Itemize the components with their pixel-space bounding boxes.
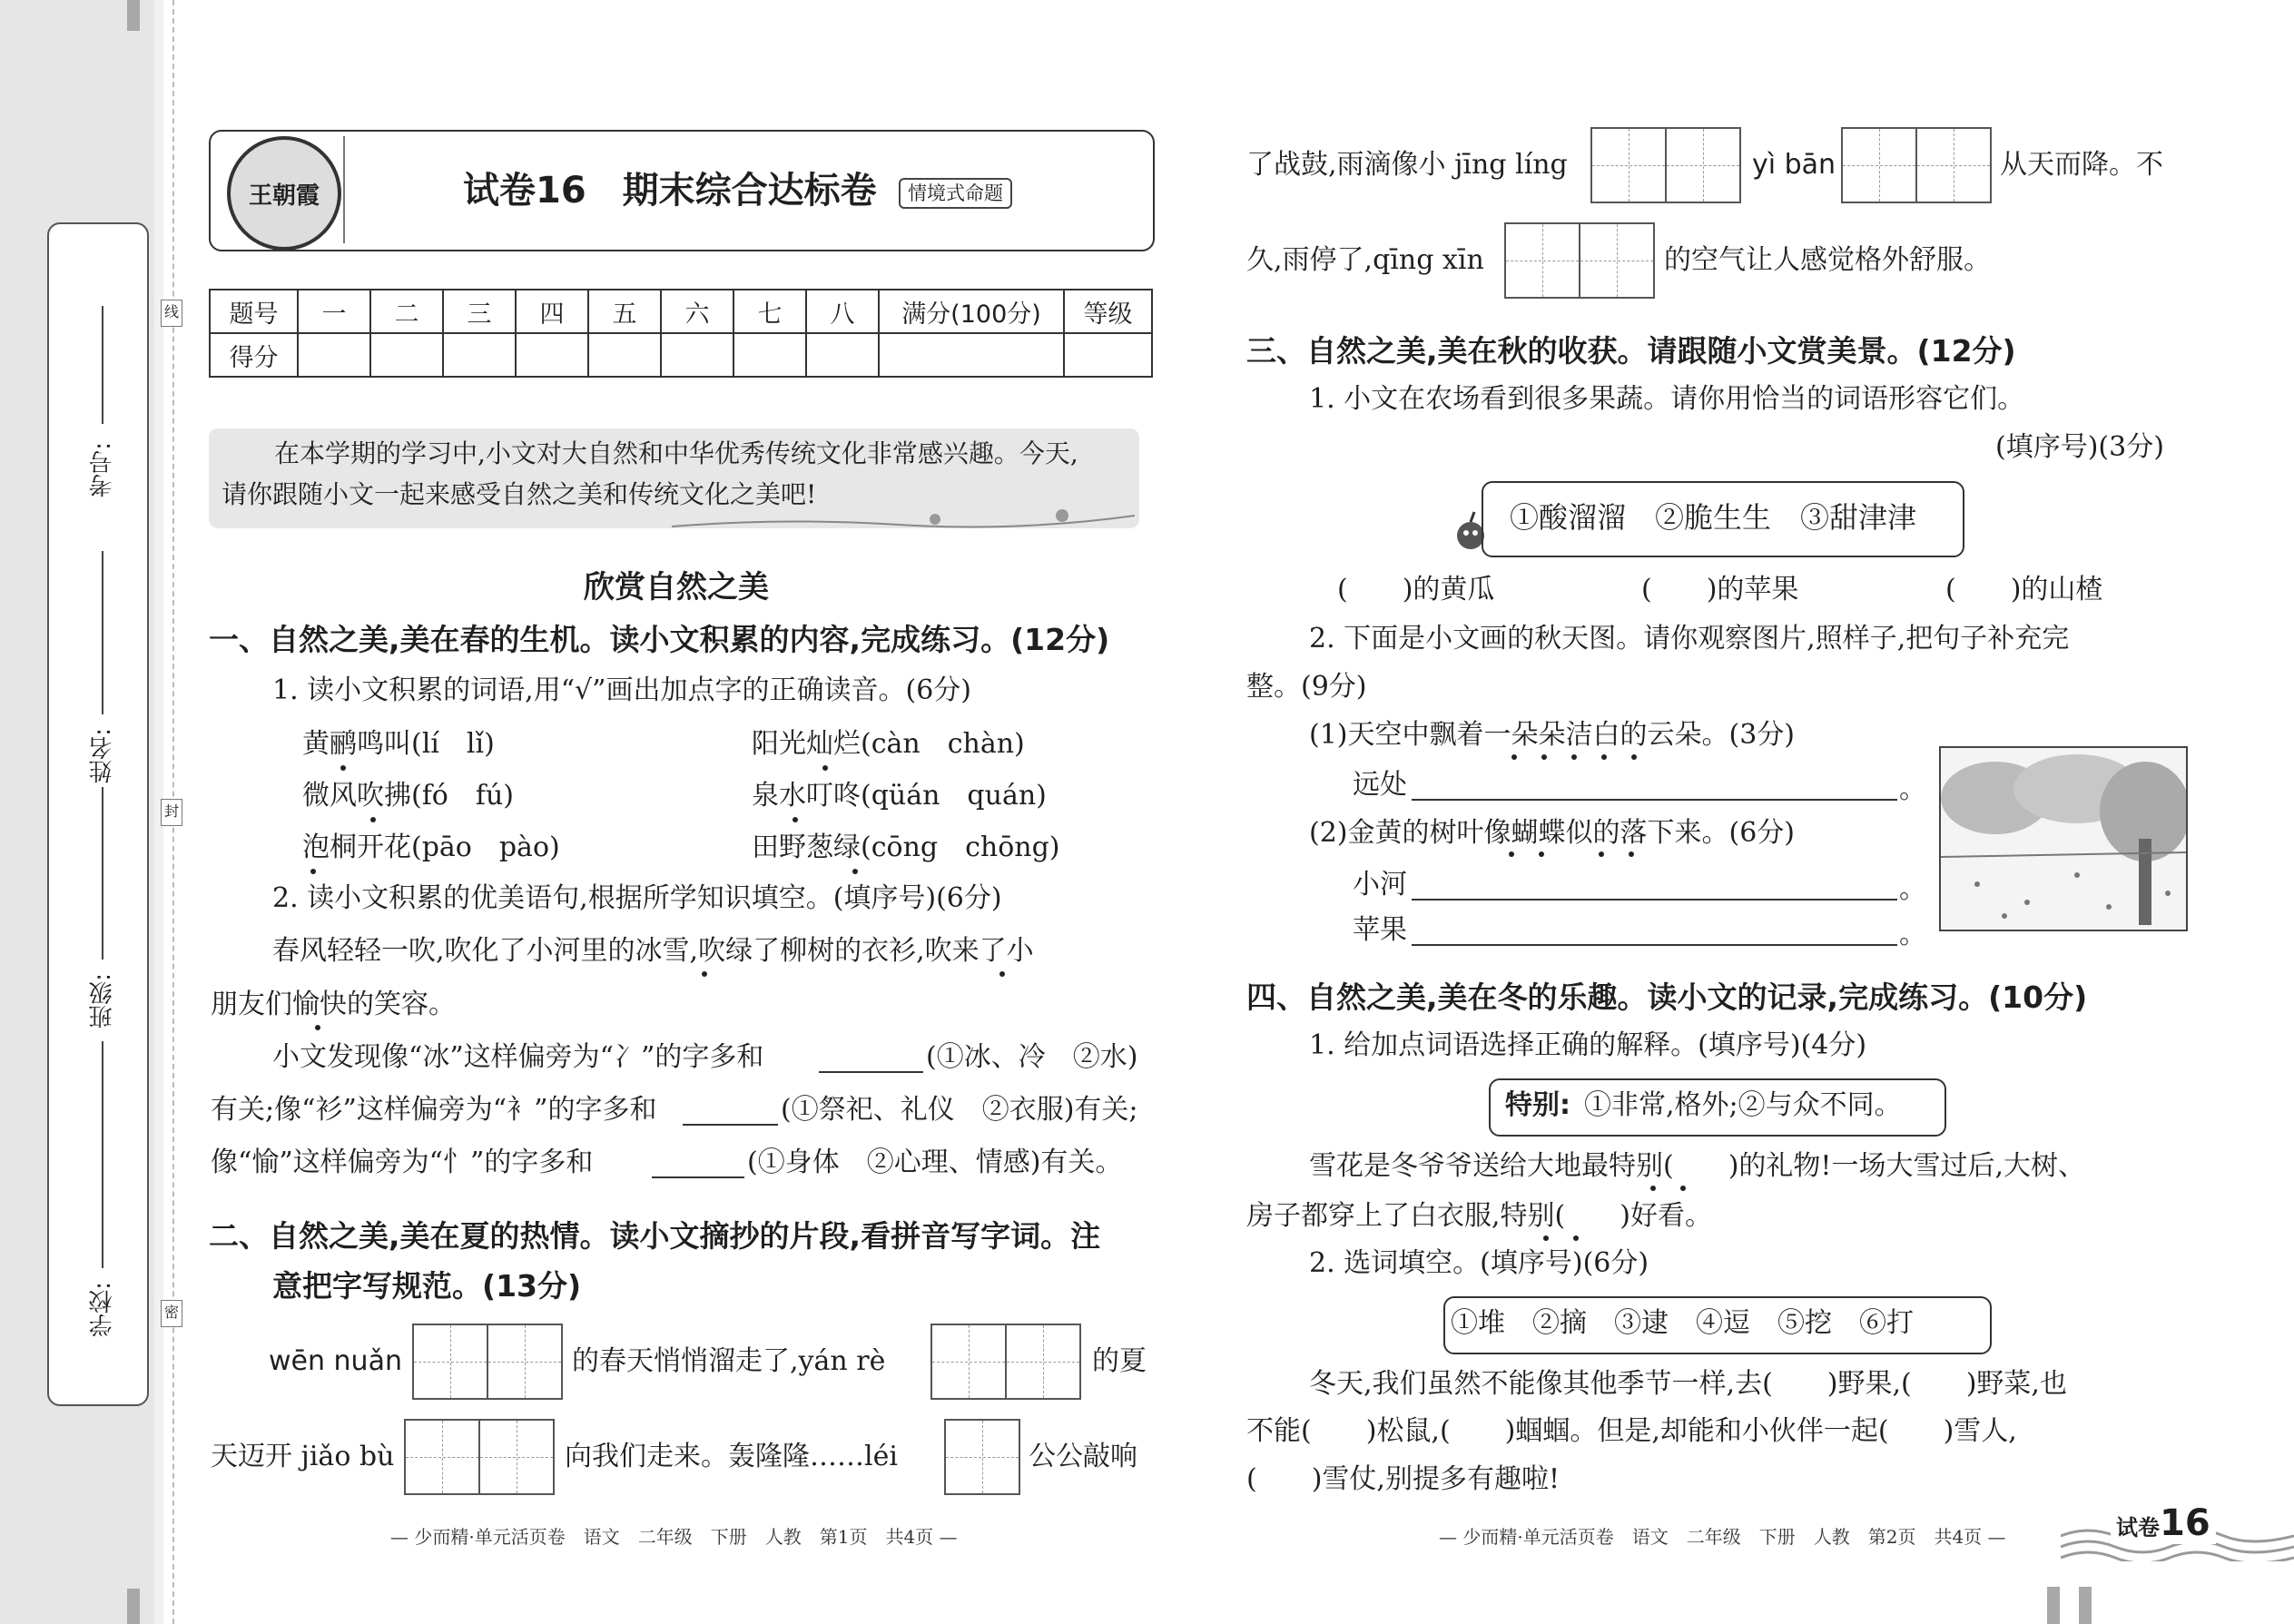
emphasis-dot bbox=[1601, 754, 1607, 760]
binding-tab-top bbox=[127, 0, 140, 31]
emphasis-dot bbox=[315, 1025, 320, 1030]
score-input-4[interactable] bbox=[516, 333, 588, 377]
q2-right-text-1: 了战鼓,雨滴像小 jīng líng bbox=[1246, 149, 1568, 181]
q3-example-2: (2)金黄的树叶像蝴蝶似的落下来。(6分) bbox=[1309, 817, 1795, 849]
emphasis-dot bbox=[702, 971, 707, 977]
exam-title: 试卷16 期末综合达标卷 bbox=[463, 170, 877, 212]
q2-text-2: 的夏 bbox=[1092, 1345, 1147, 1377]
q3-answer-line-3[interactable] bbox=[1412, 944, 1897, 946]
emphasis-dot bbox=[1509, 851, 1514, 857]
emphasis-dot bbox=[340, 765, 346, 771]
q1-para2-a: 小文发现像“冰”这样偏旁为“冫”的字多和 bbox=[272, 1041, 764, 1073]
score-input-2[interactable] bbox=[370, 333, 443, 377]
emphasis-dot bbox=[852, 869, 858, 874]
cell-q5: 五 bbox=[588, 290, 661, 333]
emphasis-dot bbox=[1573, 1235, 1579, 1241]
q1-para1-a: 春风轻轻一吹,吹化了小河里的冰雪,吹绿了柳树的衣衫,吹来了小 bbox=[272, 935, 1034, 967]
score-table-score-row bbox=[210, 333, 1152, 377]
q2-text-1: 的春天悄悄溜走了,yán rè bbox=[572, 1345, 886, 1377]
q1-word-1[interactable]: 黄鹂鸣叫(lí lǐ) bbox=[302, 728, 495, 760]
q3-prompt-apple: 苹果 bbox=[1353, 914, 1407, 946]
q2-write-grid-3[interactable] bbox=[404, 1419, 555, 1495]
footer-right: — 少而精·单元活页卷 语文 二年级 下册 人教 第2页 共4页 — bbox=[1439, 1526, 2006, 1548]
q1-para2-b: 有关;像“衫”这样偏旁为“衤”的字多和 bbox=[211, 1094, 657, 1126]
q4-sub2: 2. 选词填空。(填序号)(6分) bbox=[1309, 1247, 1649, 1279]
emphasis-dot bbox=[1599, 851, 1604, 857]
emphasis-dot bbox=[1680, 1186, 1686, 1191]
page-tag-label: 试卷 bbox=[2116, 1515, 2160, 1540]
cell-q2: 二 bbox=[370, 290, 443, 333]
q1-para1-b: 朋友们愉快的笑容。 bbox=[211, 989, 456, 1020]
q2-write-grid-4[interactable] bbox=[944, 1419, 1020, 1495]
emphasis-dot bbox=[1541, 754, 1547, 760]
score-input-7[interactable] bbox=[733, 333, 806, 377]
class-label: 班级: bbox=[89, 973, 116, 1029]
cell-full-score: 满分(100分) bbox=[879, 290, 1064, 333]
exam-number-label: 考号: bbox=[89, 442, 116, 497]
fold-mark-line: 线 bbox=[161, 300, 182, 327]
q4-heading: 四、自然之美,美在冬的乐趣。读小文的记录,完成练习。(10分) bbox=[1246, 979, 2088, 1015]
cell-q1: 一 bbox=[298, 290, 370, 333]
q3-fill-3[interactable]: ( )的山楂 bbox=[1945, 574, 2103, 605]
q1-blank-1[interactable] bbox=[819, 1071, 923, 1073]
q3-answer-line-2[interactable] bbox=[1412, 899, 1897, 901]
q3-example-1: (1)天空中飘着一朵朵洁白的云朵。(3分) bbox=[1309, 719, 1795, 751]
q3-period-3: 。 bbox=[1899, 919, 1926, 950]
q2-write-grid-5[interactable] bbox=[1590, 127, 1741, 203]
logo-text: 王朝霞 bbox=[248, 182, 320, 210]
class-field[interactable] bbox=[102, 787, 103, 960]
score-table bbox=[209, 289, 1153, 378]
cell-q8: 八 bbox=[806, 290, 879, 333]
q2-text-3: 天迈开 jiǎo bù bbox=[211, 1441, 395, 1472]
binding-tab-bottom-right-2 bbox=[2079, 1587, 2092, 1624]
emphasis-dot bbox=[1650, 1186, 1656, 1191]
q3-period-1: 。 bbox=[1899, 773, 1926, 805]
q2-text-4: 向我们走来。轰隆隆……léi bbox=[565, 1441, 898, 1472]
q2-write-grid-7[interactable] bbox=[1504, 222, 1655, 299]
score-input-8[interactable] bbox=[806, 333, 879, 377]
q1-word-2[interactable]: 阳光灿烂(càn chàn) bbox=[752, 728, 1025, 760]
q1-sub1: 1. 读小文积累的词语,用“√”画出加点字的正确读音。(6分) bbox=[272, 674, 971, 706]
q3-fill-2[interactable]: ( )的苹果 bbox=[1641, 574, 1799, 605]
q3-options: ①酸溜溜 ②脆生生 ③甜津津 bbox=[1510, 500, 1917, 535]
cell-q4: 四 bbox=[516, 290, 588, 333]
student-info-panel bbox=[47, 222, 149, 1406]
school-label: 学校: bbox=[89, 1282, 116, 1337]
emphasis-dot bbox=[999, 971, 1005, 977]
emphasis-dot bbox=[370, 817, 376, 822]
name-field[interactable] bbox=[102, 551, 103, 714]
score-input-total[interactable] bbox=[879, 333, 1064, 377]
q4-para-b: 房子都穿上了白衣服,特别( )好看。 bbox=[1246, 1200, 1712, 1232]
q1-para2-b-opts: (①祭祀、礼仪 ②衣服)有关; bbox=[781, 1094, 1138, 1126]
publisher-logo bbox=[227, 136, 341, 251]
q3-sub1: 1. 小文在农场看到很多果蔬。请你用恰当的词语形容它们。 bbox=[1309, 383, 2025, 415]
q1-para2-c: 像“愉”这样偏旁为“忄”的字多和 bbox=[211, 1147, 594, 1178]
cell-score-label: 得分 bbox=[210, 333, 298, 377]
name-label: 姓名: bbox=[89, 728, 116, 783]
q4-sub1: 1. 给加点词语选择正确的解释。(填序号)(4分) bbox=[1309, 1029, 1867, 1061]
school-field[interactable] bbox=[102, 1041, 103, 1268]
cell-question-no: 题号 bbox=[210, 290, 298, 333]
q2-write-grid-2[interactable] bbox=[930, 1324, 1081, 1400]
page-tag bbox=[2111, 1502, 2216, 1544]
q1-word-3[interactable]: 微风吹拂(fó fú) bbox=[302, 780, 514, 812]
q3-prompt-far: 远处 bbox=[1353, 769, 1407, 801]
q3-sub2-a: 2. 下面是小文画的秋天图。请你观察图片,照样子,把句子补充完 bbox=[1309, 623, 2070, 655]
score-input-1[interactable] bbox=[298, 333, 370, 377]
emphasis-dot bbox=[1511, 754, 1517, 760]
fold-mark-seal: 封 bbox=[161, 799, 182, 826]
q2-text-5: 公公敲响 bbox=[1029, 1441, 1137, 1472]
q2-heading-b: 意把字写规范。(13分) bbox=[272, 1268, 582, 1304]
q3-period-2: 。 bbox=[1899, 873, 1926, 905]
emphasis-dot bbox=[1539, 851, 1544, 857]
emphasis-dot bbox=[822, 765, 828, 771]
exam-number-field[interactable] bbox=[102, 306, 103, 424]
title-divider bbox=[343, 136, 345, 243]
q2-right-text-3: 从天而降。不 bbox=[2000, 149, 2163, 181]
q1-word-5[interactable]: 泡桐开花(pāo pào) bbox=[302, 832, 560, 863]
footer-left: — 少而精·单元活页卷 语文 二年级 下册 人教 第1页 共4页 — bbox=[390, 1526, 958, 1548]
q4-def-text: ①非常,格外;②与众不同。 bbox=[1584, 1089, 1902, 1121]
cell-q6: 六 bbox=[661, 290, 733, 333]
autumn-picture bbox=[1939, 746, 2188, 931]
q3-answer-line-1[interactable] bbox=[1412, 799, 1897, 801]
q3-prompt-river: 小河 bbox=[1353, 869, 1407, 901]
score-input-5[interactable] bbox=[588, 333, 661, 377]
q4-fill-c[interactable]: ( )雪仗,别提多有趣啦! bbox=[1246, 1463, 1560, 1495]
q4-para-a: 雪花是冬爷爷送给大地最特别( )的礼物!一场大雪过后,大树、 bbox=[1309, 1150, 2085, 1182]
q1-blank-3[interactable] bbox=[652, 1176, 744, 1178]
binding-tab-bottom bbox=[127, 1589, 140, 1624]
q4-def-label: 特别: bbox=[1505, 1089, 1570, 1121]
score-input-grade[interactable] bbox=[1064, 333, 1152, 377]
intro-line-2: 请你跟随小文一起来感受自然之美和传统文化之美吧! bbox=[222, 479, 817, 509]
q2-write-grid-1[interactable] bbox=[412, 1324, 563, 1400]
q3-fill-1[interactable]: ( )的黄瓜 bbox=[1337, 574, 1495, 605]
q2-write-grid-6[interactable] bbox=[1841, 127, 1992, 203]
score-input-6[interactable] bbox=[661, 333, 733, 377]
q1-word-6[interactable]: 田野葱绿(cōng chōng) bbox=[752, 832, 1060, 863]
score-input-3[interactable] bbox=[443, 333, 516, 377]
emphasis-dot bbox=[310, 869, 316, 874]
q1-word-4[interactable]: 泉水叮咚(qüán quán) bbox=[752, 780, 1047, 812]
score-table-header-row bbox=[210, 290, 1152, 333]
q1-para2-a-opts: (①冰、冷 ②水) bbox=[926, 1041, 1138, 1073]
q2-right-text-2: yì bān bbox=[1752, 149, 1836, 181]
q3-sub2-b: 整。(9分) bbox=[1246, 671, 1367, 703]
cell-grade: 等级 bbox=[1064, 290, 1152, 333]
emphasis-dot bbox=[1571, 754, 1577, 760]
q1-heading: 一、自然之美,美在春的生机。读小文积累的内容,完成练习。(12分) bbox=[209, 622, 1110, 657]
page-tag-number: 16 bbox=[2160, 1502, 2210, 1544]
q3-heading: 三、自然之美,美在秋的收获。请跟随小文赏美景。(12分) bbox=[1246, 333, 2016, 369]
binding-tab-bottom-right-1 bbox=[2047, 1587, 2060, 1624]
section-title: 欣赏自然之美 bbox=[584, 569, 769, 605]
q3-sub1-score: (填序号)(3分) bbox=[1995, 431, 2164, 463]
q2-right-text-4: 久,雨停了,qīng xīn bbox=[1246, 244, 1484, 276]
q4-fill-a[interactable]: 冬天,我们虽然不能像其他季节一样,去( )野果,( )野菜,也 bbox=[1309, 1368, 2067, 1400]
q4-options: ①堆 ②摘 ③逮 ④逗 ⑤挖 ⑥打 bbox=[1451, 1307, 1914, 1339]
emphasis-dot bbox=[1543, 1235, 1549, 1241]
q2-pinyin-1: wēn nuǎn bbox=[269, 1345, 402, 1377]
cell-q7: 七 bbox=[733, 290, 806, 333]
exam-badge: 情境式命题 bbox=[899, 178, 1012, 209]
q2-right-text-5: 的空气让人感觉格外舒服。 bbox=[1664, 244, 1991, 276]
cell-q3: 三 bbox=[443, 290, 516, 333]
q2-heading-a: 二、自然之美,美在夏的热情。读小文摘抄的片段,看拼音写字词。注 bbox=[209, 1218, 1101, 1254]
intro-line-1: 在本学期的学习中,小文对大自然和中华优秀传统文化非常感兴趣。今天, bbox=[274, 438, 1078, 468]
q1-blank-2[interactable] bbox=[683, 1124, 778, 1126]
emphasis-dot bbox=[793, 817, 798, 822]
q1-sub2: 2. 读小文积累的优美语句,根据所学知识填空。(填序号)(6分) bbox=[272, 882, 1002, 914]
q1-para2-c-opts: (①身体 ②心理、情感)有关。 bbox=[747, 1147, 1123, 1178]
emphasis-dot bbox=[1629, 851, 1634, 857]
intro-decoration bbox=[672, 507, 1135, 532]
fold-mark-secret: 密 bbox=[161, 1300, 182, 1327]
emphasis-dot bbox=[1631, 754, 1637, 760]
q4-fill-b[interactable]: 不能( )松鼠,( )蝈蝈。但是,却能和小伙伴一起( )雪人, bbox=[1246, 1415, 2017, 1447]
